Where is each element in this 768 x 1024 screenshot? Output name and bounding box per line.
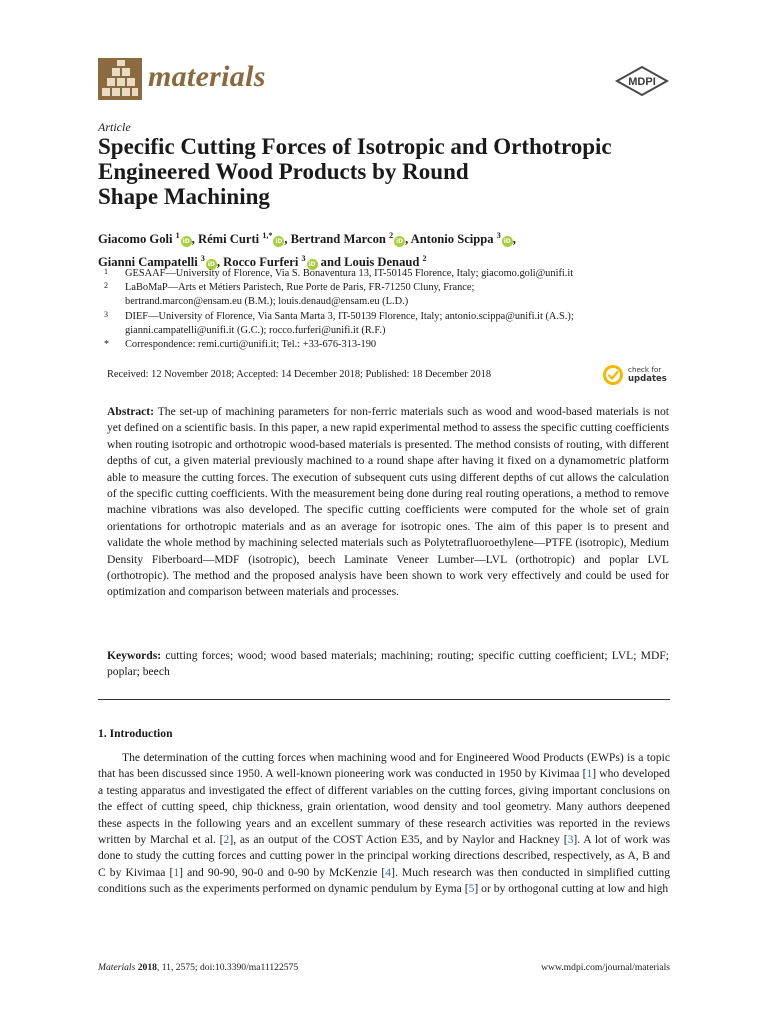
intro-text: ]. Much research was then conducted in simplified cutting conditions such as the experiments performed on dynamic pendulum by Eyma [: [98, 865, 670, 896]
author-affil-sup: 1,*: [262, 231, 273, 240]
section-heading: 1. Introduction: [98, 727, 173, 740]
reference-link[interactable]: 3: [567, 833, 574, 847]
intro-text: ] and 90-90, 90-0 and 0-90 by McKenzie [: [179, 865, 386, 879]
author-affil-sup: 1: [175, 231, 180, 240]
author-separator: ,: [405, 232, 411, 246]
reference-link[interactable]: 1: [173, 865, 180, 879]
reference-link[interactable]: 4: [385, 865, 392, 879]
abstract-text: The set-up of machining parameters for non-ferric materials such as wood and wood-based materials is not yet defined on a scientific basis. In this paper, a new rapid experimental method to assess the specific cutting coefficients when routing isotropic and orthotropic wood-based materials is presented. The method consists of routing, with different depths of cut, a given material previously machined to a round shape after having it fixed on a dynamometric platform able to measure the cutting forces. The execution of subsequent cuts using different depths of cut allows the calculation of the specific cutting coefficients. With the measurement being done during real routing operations, a method to remove machine vibrations was also developed. The specific cutting coefficients were computed for the whole set of grain orientations for orthotropic materials and as an average for isotropic ones. The aim of this paper is to present and validate the whole method by machining selected materials such as Polytetrafluoroethylene—PTFE (isotropic), Medium Density Fiberboard—MDF (isotropic), beech Laminate Veneer Lumber—LVL (orthotropic) and poplar LVL (orthotropic). The method and the proposed analysis have been shown to work very effectively and could be used for optimization and comparison between materials and processes.: [107, 405, 669, 599]
correspondence-text: Correspondence: remi.curti@unifi.it; Tel.: +33-676-313-190: [125, 339, 377, 351]
orcid-icon[interactable]: iD: [207, 261, 215, 268]
abstract: [107, 404, 669, 601]
affiliation-item: [104, 310, 668, 338]
affiliation-text: DIEF—University of Florence, Via Santa Marta 3, IT-50139 Florence, Italy; antonio.scippa@unifi.it (A.S.);: [125, 310, 574, 322]
keywords-label: Keywords:: [107, 649, 162, 662]
mdpi-logo-icon: [614, 66, 670, 96]
check-updates-line: check for: [628, 365, 662, 374]
intro-text: ] who developed a testing apparatus and investigated the effect of different variables on the cutting forces, giving important conclusions on the effect of cutting speed, chip thickness, grain orientation, wood density and tool geometry. Many authors deepened these aspects in the following years and an excellent summary of these research activities was reported in the reviews written by Marchal et al. [: [98, 767, 670, 847]
orcid-icon[interactable]: iD: [275, 238, 283, 245]
title-line: Specific Cutting Forces of Isotropic and Orthotropic: [98, 134, 612, 159]
journal-url-link[interactable]: www.mdpi.com/journal/materials: [541, 962, 670, 973]
author-name[interactable]: Gianni Campatelli: [98, 255, 198, 269]
title-line: Shape Machining: [98, 184, 270, 209]
affiliation-item: [104, 267, 668, 281]
check-updates-label: [628, 365, 667, 384]
author-name[interactable]: Giacomo Goli: [98, 232, 173, 246]
affiliation-mark: 3: [104, 309, 108, 319]
reference-link[interactable]: 2: [223, 833, 230, 847]
publication-dates: Received: 12 November 2018; Accepted: 14 December 2018; Published: 18 December 2018: [107, 369, 492, 380]
journal-name: materials: [148, 60, 266, 93]
check-updates-icon: [602, 364, 624, 386]
citation-footer: [98, 962, 298, 973]
author-affil-sup: 2: [389, 231, 394, 240]
author-name[interactable]: Bertrand Marcon: [290, 232, 386, 246]
section-divider: [98, 699, 670, 700]
author-separator: and: [317, 255, 345, 269]
intro-paragraph: [98, 750, 670, 898]
article-type: Article: [98, 120, 131, 134]
affiliation-list: [104, 267, 668, 352]
author-list: [98, 226, 668, 272]
affiliation-text: gianni.campatelli@unifi.it (G.C.); rocco.furferi@unifi.it (R.F.): [125, 324, 386, 336]
orcid-icon[interactable]: iD: [396, 238, 404, 245]
reference-link[interactable]: 5: [468, 882, 475, 896]
author-name[interactable]: Antonio Scippa: [410, 232, 494, 246]
intro-text: ] or by orthogonal cutting at low and high: [474, 882, 669, 896]
journal-header: [98, 58, 670, 104]
abstract-label: Abstract:: [107, 405, 155, 418]
author-separator: ,: [512, 232, 516, 246]
intro-text: The determination of the cutting forces when machining wood and for Engineered Wood Products (EWPs) is a topic that has been discussed since 1950. A well-known pioneering work was conducted in 1950 by Kivimaa [: [98, 751, 670, 781]
check-updates-line: updates: [628, 374, 667, 384]
check-for-updates-button[interactable]: [602, 364, 670, 388]
orcid-icon[interactable]: iD: [308, 261, 316, 268]
author-name[interactable]: Louis Denaud: [344, 255, 420, 269]
author-name[interactable]: Rocco Furferi: [223, 255, 299, 269]
orcid-icon[interactable]: iD: [182, 238, 190, 245]
affiliation-text: bertrand.marcon@ensam.eu (B.M.); louis.denaud@ensam.eu (L.D.): [125, 296, 409, 308]
footer-journal: Materials: [98, 962, 136, 973]
footer-year: 2018: [137, 962, 157, 973]
affiliation-mark: *: [104, 339, 109, 351]
author-name[interactable]: Rémi Curti: [197, 232, 260, 246]
affiliation-text: LaBoMaP—Arts et Métiers Paristech, Rue Porte de Paris, FR-71250 Cluny, France;: [125, 282, 475, 294]
title-line: Engineered Wood Products by Round: [98, 159, 469, 184]
affiliation-item: [104, 338, 668, 352]
publisher-name: MDPI: [628, 76, 656, 88]
orcid-icon[interactable]: iD: [503, 238, 511, 245]
author-affil-sup: 2: [422, 254, 427, 263]
footer-citation: , 11, 2575; doi:10.3390/ma11122575: [156, 962, 299, 973]
author-affil-sup: 3: [200, 254, 205, 263]
journal-logo-icon: [98, 58, 142, 100]
affiliation-mark: 2: [104, 281, 108, 291]
affiliation-item: [104, 281, 668, 309]
author-affil-sup: 3: [496, 231, 501, 240]
article-title: [98, 134, 668, 209]
reference-link[interactable]: 1: [586, 767, 593, 781]
keywords-text: cutting forces; wood; wood based materials; machining; routing; specific cutting coefficient; LVL; MDF; poplar; beech: [107, 649, 669, 679]
keywords: [107, 648, 669, 681]
author-separator: ,: [284, 232, 291, 246]
affiliation-text: GESAAF—University of Florence, Via S. Bonaventura 13, IT-50145 Florence, Italy; giacomo.goli@unifi.it: [125, 268, 574, 279]
intro-text: ]. A lot of work was done to study the cutting forces and cutting power in the principal working directions described, respectively, as A, B and C by Kivimaa [: [98, 833, 670, 879]
affiliation-mark: 1: [104, 267, 108, 276]
intro-text: ], as an output of the COST Action E35, and by Naylor and Hackney [: [229, 833, 568, 847]
author-affil-sup: 3: [301, 254, 306, 263]
author-separator: ,: [191, 232, 198, 246]
author-separator: ,: [216, 255, 224, 269]
author-line: [98, 226, 668, 249]
